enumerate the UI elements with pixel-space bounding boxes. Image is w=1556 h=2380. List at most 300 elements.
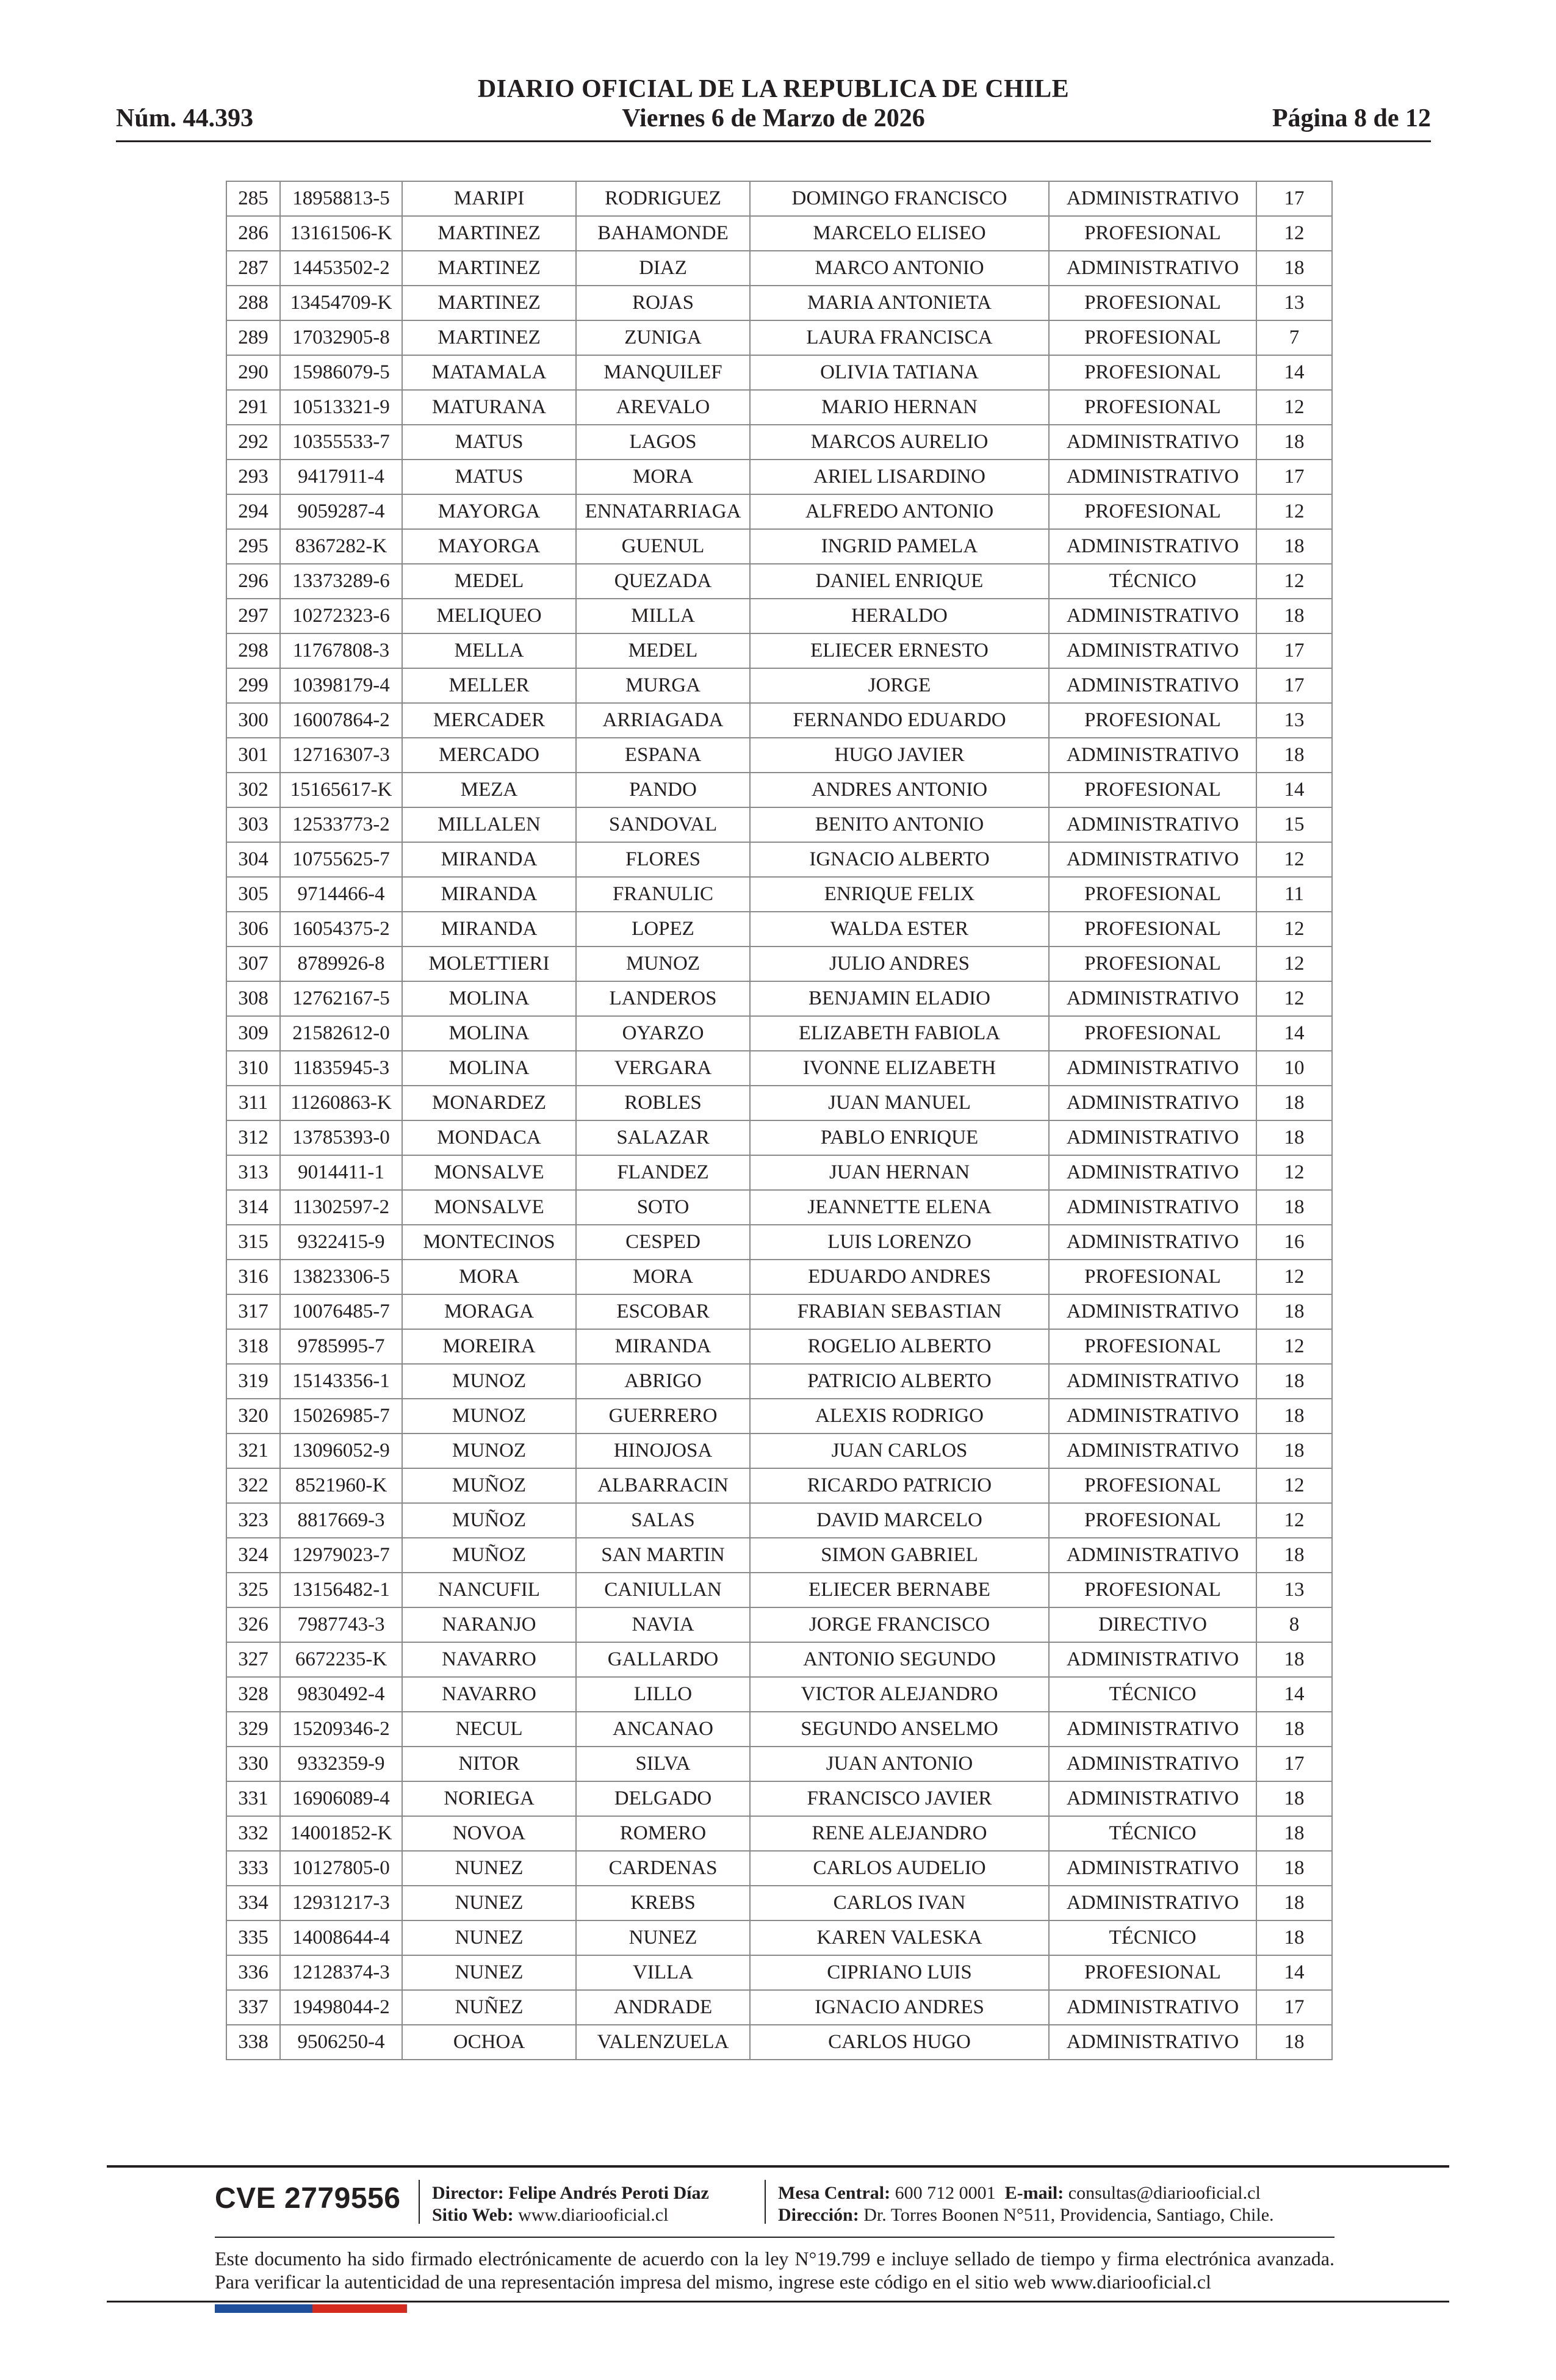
second-surname-cell: ENNATARRIAGA — [576, 494, 750, 529]
given-names-cell: JUAN MANUEL — [750, 1086, 1049, 1120]
given-names-cell: ENRIQUE FELIX — [750, 877, 1049, 912]
first-surname-cell: MONARDEZ — [402, 1086, 576, 1120]
table-row — [226, 1329, 1332, 1364]
second-surname-cell: NAVIA — [576, 1607, 750, 1642]
table-row — [226, 1086, 1332, 1120]
given-names-cell: OLIVIA TATIANA — [750, 355, 1049, 390]
rut-cell: 15026985-7 — [280, 1399, 402, 1433]
second-surname-cell: ESPANA — [576, 738, 750, 773]
first-surname-cell: MONSALVE — [402, 1190, 576, 1225]
category-cell: PROFESIONAL — [1049, 947, 1256, 981]
table-row — [226, 668, 1332, 703]
rut-cell: 10755625-7 — [280, 842, 402, 877]
category-cell: ADMINISTRATIVO — [1049, 1990, 1256, 2025]
row-number-cell: 327 — [226, 1642, 280, 1677]
table-row — [226, 912, 1332, 947]
rut-cell: 13156482-1 — [280, 1573, 402, 1607]
category-cell: ADMINISTRATIVO — [1049, 1433, 1256, 1468]
rut-cell: 13785393-0 — [280, 1120, 402, 1155]
email-label: E-mail: — [1004, 2183, 1064, 2203]
row-number-cell: 288 — [226, 286, 280, 320]
table-row — [226, 564, 1332, 599]
given-names-cell: KAREN VALESKA — [750, 1920, 1049, 1955]
first-surname-cell: NORIEGA — [402, 1781, 576, 1816]
rut-cell: 8789926-8 — [280, 947, 402, 981]
table-row — [226, 1294, 1332, 1329]
page-header — [116, 72, 1431, 139]
table-row — [226, 286, 1332, 320]
given-names-cell: ANDRES ANTONIO — [750, 773, 1049, 807]
category-cell: ADMINISTRATIVO — [1049, 842, 1256, 877]
second-surname-cell: CARDENAS — [576, 1851, 750, 1886]
given-names-cell: ARIEL LISARDINO — [750, 460, 1049, 494]
footer-separator — [765, 2180, 766, 2224]
grade-cell: 17 — [1256, 181, 1332, 216]
rut-cell: 10127805-0 — [280, 1851, 402, 1886]
row-number-cell: 335 — [226, 1920, 280, 1955]
director-block — [432, 2182, 709, 2226]
grade-cell: 18 — [1256, 1920, 1332, 1955]
given-names-cell: CARLOS HUGO — [750, 2025, 1049, 2060]
second-surname-cell: VALENZUELA — [576, 2025, 750, 2060]
second-surname-cell: GUENUL — [576, 529, 750, 564]
first-surname-cell: MUNOZ — [402, 1433, 576, 1468]
category-cell: PROFESIONAL — [1049, 877, 1256, 912]
row-number-cell: 334 — [226, 1886, 280, 1920]
first-surname-cell: MARTINEZ — [402, 320, 576, 355]
second-surname-cell: FLANDEZ — [576, 1155, 750, 1190]
grade-cell: 18 — [1256, 1816, 1332, 1851]
rut-cell: 13454709-K — [280, 286, 402, 320]
given-names-cell: MARCOS AURELIO — [750, 425, 1049, 460]
row-number-cell: 291 — [226, 390, 280, 425]
category-cell: PROFESIONAL — [1049, 216, 1256, 251]
second-surname-cell: HINOJOSA — [576, 1433, 750, 1468]
rut-cell: 15165617-K — [280, 773, 402, 807]
category-cell: PROFESIONAL — [1049, 355, 1256, 390]
rut-cell: 9830492-4 — [280, 1677, 402, 1712]
second-surname-cell: MIRANDA — [576, 1329, 750, 1364]
category-cell: TÉCNICO — [1049, 1816, 1256, 1851]
rut-cell: 8367282-K — [280, 529, 402, 564]
first-surname-cell: MOLINA — [402, 981, 576, 1016]
row-number-cell: 309 — [226, 1016, 280, 1051]
second-surname-cell: LAGOS — [576, 425, 750, 460]
given-names-cell: DANIEL ENRIQUE — [750, 564, 1049, 599]
grade-cell: 18 — [1256, 251, 1332, 286]
table-row — [226, 1712, 1332, 1747]
table-row — [226, 773, 1332, 807]
header-divider — [116, 140, 1431, 142]
issue-date: Viernes 6 de Marzo de 2026 — [622, 104, 925, 132]
table-row — [226, 877, 1332, 912]
first-surname-cell: MUNOZ — [402, 1364, 576, 1399]
first-surname-cell: MATUS — [402, 425, 576, 460]
row-number-cell: 333 — [226, 1851, 280, 1886]
rut-cell: 12979023-7 — [280, 1538, 402, 1573]
second-surname-cell: PANDO — [576, 773, 750, 807]
rut-cell: 11767808-3 — [280, 633, 402, 668]
table-row — [226, 1677, 1332, 1712]
grade-cell: 17 — [1256, 1990, 1332, 2025]
phone-number: 600 712 0001 — [895, 2183, 996, 2203]
email-link[interactable]: consultas@diariooficial.cl — [1068, 2183, 1261, 2203]
category-cell: PROFESIONAL — [1049, 1016, 1256, 1051]
row-number-cell: 296 — [226, 564, 280, 599]
row-number-cell: 304 — [226, 842, 280, 877]
given-names-cell: CARLOS IVAN — [750, 1886, 1049, 1920]
category-cell: ADMINISTRATIVO — [1049, 1781, 1256, 1816]
table-row — [226, 1433, 1332, 1468]
grade-cell: 12 — [1256, 947, 1332, 981]
rut-cell: 12128374-3 — [280, 1955, 402, 1990]
grade-cell: 18 — [1256, 529, 1332, 564]
first-surname-cell: MARIPI — [402, 181, 576, 216]
second-surname-cell: LANDEROS — [576, 981, 750, 1016]
grade-cell: 11 — [1256, 877, 1332, 912]
flag-stripe — [215, 2304, 407, 2313]
grade-cell: 17 — [1256, 460, 1332, 494]
rut-cell: 11835945-3 — [280, 1051, 402, 1086]
row-number-cell: 308 — [226, 981, 280, 1016]
second-surname-cell: MEDEL — [576, 633, 750, 668]
second-surname-cell: ROMERO — [576, 1816, 750, 1851]
grade-cell: 15 — [1256, 807, 1332, 842]
row-number-cell: 311 — [226, 1086, 280, 1120]
second-surname-cell: MANQUILEF — [576, 355, 750, 390]
page-indicator: Página 8 de 12 — [1272, 104, 1431, 132]
rut-cell: 14453502-2 — [280, 251, 402, 286]
first-surname-cell: MARTINEZ — [402, 286, 576, 320]
first-surname-cell: MAYORGA — [402, 494, 576, 529]
second-surname-cell: DIAZ — [576, 251, 750, 286]
given-names-cell: JUAN HERNAN — [750, 1155, 1049, 1190]
first-surname-cell: MUÑOZ — [402, 1468, 576, 1503]
row-number-cell: 287 — [226, 251, 280, 286]
footer-divider-bottom — [107, 2301, 1449, 2302]
first-surname-cell: MILLALEN — [402, 807, 576, 842]
rut-cell: 10398179-4 — [280, 668, 402, 703]
row-number-cell: 323 — [226, 1503, 280, 1538]
row-number-cell: 290 — [226, 355, 280, 390]
table-row — [226, 1468, 1332, 1503]
first-surname-cell: MUÑOZ — [402, 1538, 576, 1573]
rut-cell: 9322415-9 — [280, 1225, 402, 1260]
category-cell: PROFESIONAL — [1049, 286, 1256, 320]
second-surname-cell: ANCANAO — [576, 1712, 750, 1747]
second-surname-cell: GUERRERO — [576, 1399, 750, 1433]
table-row — [226, 1538, 1332, 1573]
table-row — [226, 633, 1332, 668]
category-cell: PROFESIONAL — [1049, 912, 1256, 947]
row-number-cell: 285 — [226, 181, 280, 216]
table-row — [226, 1016, 1332, 1051]
table-row — [226, 1920, 1332, 1955]
given-names-cell: ELIECER BERNABE — [750, 1573, 1049, 1607]
category-cell: PROFESIONAL — [1049, 1468, 1256, 1503]
category-cell: ADMINISTRATIVO — [1049, 738, 1256, 773]
given-names-cell: JORGE FRANCISCO — [750, 1607, 1049, 1642]
first-surname-cell: MOLINA — [402, 1051, 576, 1086]
row-number-cell: 332 — [226, 1816, 280, 1851]
rut-cell: 16054375-2 — [280, 912, 402, 947]
rut-cell: 12931217-3 — [280, 1886, 402, 1920]
given-names-cell: IGNACIO ANDRES — [750, 1990, 1049, 2025]
first-surname-cell: MOLETTIERI — [402, 947, 576, 981]
row-number-cell: 320 — [226, 1399, 280, 1433]
first-surname-cell: NECUL — [402, 1712, 576, 1747]
row-number-cell: 336 — [226, 1955, 280, 1990]
second-surname-cell: SALAS — [576, 1503, 750, 1538]
grade-cell: 18 — [1256, 1086, 1332, 1120]
grade-cell: 18 — [1256, 599, 1332, 633]
second-surname-cell: AREVALO — [576, 390, 750, 425]
site-link[interactable]: www.diariooficial.cl — [518, 2205, 669, 2225]
rut-cell: 15986079-5 — [280, 355, 402, 390]
table-row — [226, 216, 1332, 251]
given-names-cell: ANTONIO SEGUNDO — [750, 1642, 1049, 1677]
first-surname-cell: MEZA — [402, 773, 576, 807]
first-surname-cell: NAVARRO — [402, 1677, 576, 1712]
row-number-cell: 300 — [226, 703, 280, 738]
category-cell: DIRECTIVO — [1049, 1607, 1256, 1642]
first-surname-cell: MEDEL — [402, 564, 576, 599]
second-surname-cell: FRANULIC — [576, 877, 750, 912]
grade-cell: 18 — [1256, 1364, 1332, 1399]
rut-cell: 9785995-7 — [280, 1329, 402, 1364]
table-row — [226, 2025, 1332, 2060]
first-surname-cell: MATUS — [402, 460, 576, 494]
grade-cell: 14 — [1256, 773, 1332, 807]
row-number-cell: 301 — [226, 738, 280, 773]
table-row — [226, 181, 1332, 216]
second-surname-cell: QUEZADA — [576, 564, 750, 599]
given-names-cell: HERALDO — [750, 599, 1049, 633]
row-number-cell: 293 — [226, 460, 280, 494]
rut-cell: 9417911-4 — [280, 460, 402, 494]
first-surname-cell: MELLER — [402, 668, 576, 703]
category-cell: PROFESIONAL — [1049, 1573, 1256, 1607]
row-number-cell: 294 — [226, 494, 280, 529]
rut-cell: 10076485-7 — [280, 1294, 402, 1329]
first-surname-cell: MIRANDA — [402, 912, 576, 947]
grade-cell: 12 — [1256, 1155, 1332, 1190]
grade-cell: 18 — [1256, 2025, 1332, 2060]
second-surname-cell: SANDOVAL — [576, 807, 750, 842]
row-number-cell: 328 — [226, 1677, 280, 1712]
grade-cell: 18 — [1256, 1399, 1332, 1433]
given-names-cell: ALEXIS RODRIGO — [750, 1399, 1049, 1433]
table-row — [226, 1225, 1332, 1260]
category-cell: ADMINISTRATIVO — [1049, 807, 1256, 842]
given-names-cell: PATRICIO ALBERTO — [750, 1364, 1049, 1399]
row-number-cell: 317 — [226, 1294, 280, 1329]
row-number-cell: 314 — [226, 1190, 280, 1225]
given-names-cell: FRANCISCO JAVIER — [750, 1781, 1049, 1816]
category-cell: PROFESIONAL — [1049, 1329, 1256, 1364]
second-surname-cell: RODRIGUEZ — [576, 181, 750, 216]
table-row — [226, 1364, 1332, 1399]
given-names-cell: JUAN ANTONIO — [750, 1747, 1049, 1781]
category-cell: ADMINISTRATIVO — [1049, 668, 1256, 703]
category-cell: ADMINISTRATIVO — [1049, 251, 1256, 286]
grade-cell: 13 — [1256, 286, 1332, 320]
flag-stripe-red — [312, 2304, 407, 2313]
grade-cell: 18 — [1256, 425, 1332, 460]
given-names-cell: IGNACIO ALBERTO — [750, 842, 1049, 877]
director-label: Director: — [432, 2183, 504, 2203]
grade-cell: 12 — [1256, 390, 1332, 425]
grade-cell: 14 — [1256, 355, 1332, 390]
given-names-cell: DOMINGO FRANCISCO — [750, 181, 1049, 216]
rut-cell: 12533773-2 — [280, 807, 402, 842]
given-names-cell: CARLOS AUDELIO — [750, 1851, 1049, 1886]
second-surname-cell: MILLA — [576, 599, 750, 633]
row-number-cell: 306 — [226, 912, 280, 947]
given-names-cell: LAURA FRANCISCA — [750, 320, 1049, 355]
given-names-cell: HUGO JAVIER — [750, 738, 1049, 773]
rut-cell: 13373289-6 — [280, 564, 402, 599]
second-surname-cell: OYARZO — [576, 1016, 750, 1051]
rut-cell: 17032905-8 — [280, 320, 402, 355]
category-cell: ADMINISTRATIVO — [1049, 1399, 1256, 1433]
grade-cell: 17 — [1256, 633, 1332, 668]
given-names-cell: ALFREDO ANTONIO — [750, 494, 1049, 529]
second-surname-cell: KREBS — [576, 1886, 750, 1920]
row-number-cell: 329 — [226, 1712, 280, 1747]
category-cell: ADMINISTRATIVO — [1049, 1120, 1256, 1155]
table-row — [226, 1573, 1332, 1607]
row-number-cell: 316 — [226, 1260, 280, 1294]
second-surname-cell: SAN MARTIN — [576, 1538, 750, 1573]
second-surname-cell: BAHAMONDE — [576, 216, 750, 251]
table-row — [226, 1886, 1332, 1920]
row-number-cell: 298 — [226, 633, 280, 668]
second-surname-cell: SALAZAR — [576, 1120, 750, 1155]
grade-cell: 12 — [1256, 1468, 1332, 1503]
grade-cell: 18 — [1256, 1120, 1332, 1155]
category-cell: ADMINISTRATIVO — [1049, 1538, 1256, 1573]
director-name: Felipe Andrés Peroti Díaz — [508, 2183, 709, 2203]
second-surname-cell: CESPED — [576, 1225, 750, 1260]
table-row — [226, 1399, 1332, 1433]
grade-cell: 12 — [1256, 216, 1332, 251]
second-surname-cell: SOTO — [576, 1190, 750, 1225]
table-row — [226, 529, 1332, 564]
grade-cell: 17 — [1256, 1747, 1332, 1781]
category-cell: PROFESIONAL — [1049, 773, 1256, 807]
table-row — [226, 842, 1332, 877]
second-surname-cell: GALLARDO — [576, 1642, 750, 1677]
first-surname-cell: OCHOA — [402, 2025, 576, 2060]
cve-code: CVE 2779556 — [215, 2182, 401, 2215]
first-surname-cell: NITOR — [402, 1747, 576, 1781]
second-surname-cell: ROBLES — [576, 1086, 750, 1120]
row-number-cell: 337 — [226, 1990, 280, 2025]
table-row — [226, 1851, 1332, 1886]
grade-cell: 18 — [1256, 1433, 1332, 1468]
rut-cell: 9506250-4 — [280, 2025, 402, 2060]
rut-cell: 11260863-K — [280, 1086, 402, 1120]
first-surname-cell: MONTECINOS — [402, 1225, 576, 1260]
rut-cell: 13161506-K — [280, 216, 402, 251]
given-names-cell: MARCELO ELISEO — [750, 216, 1049, 251]
rut-cell: 7987743-3 — [280, 1607, 402, 1642]
category-cell: ADMINISTRATIVO — [1049, 529, 1256, 564]
row-number-cell: 302 — [226, 773, 280, 807]
rut-cell: 10272323-6 — [280, 599, 402, 633]
given-names-cell: VICTOR ALEJANDRO — [750, 1677, 1049, 1712]
grade-cell: 12 — [1256, 1503, 1332, 1538]
grade-cell: 16 — [1256, 1225, 1332, 1260]
phone-label: Mesa Central: — [778, 2183, 891, 2203]
first-surname-cell: MELIQUEO — [402, 599, 576, 633]
rut-cell: 8817669-3 — [280, 1503, 402, 1538]
grade-cell: 12 — [1256, 1329, 1332, 1364]
row-number-cell: 286 — [226, 216, 280, 251]
rut-cell: 16906089-4 — [280, 1781, 402, 1816]
first-surname-cell: MOLINA — [402, 1016, 576, 1051]
second-surname-cell: LILLO — [576, 1677, 750, 1712]
category-cell: ADMINISTRATIVO — [1049, 2025, 1256, 2060]
category-cell: ADMINISTRATIVO — [1049, 1886, 1256, 1920]
grade-cell: 8 — [1256, 1607, 1332, 1642]
signature-notice: Este documento ha sido firmado electrónicamente de acuerdo con la ley N°19.799 e incluye sellado de tiempo y firma electrónica avanzada. Para verificar la autenticidad de una representación impresa del mismo, ingrese este código en el sitio web www.diariooficial.cl — [215, 2248, 1334, 2293]
given-names-cell: MARCO ANTONIO — [750, 251, 1049, 286]
first-surname-cell: NUNEZ — [402, 1851, 576, 1886]
grade-cell: 18 — [1256, 1538, 1332, 1573]
grade-cell: 13 — [1256, 1573, 1332, 1607]
category-cell: PROFESIONAL — [1049, 320, 1256, 355]
given-names-cell: ROGELIO ALBERTO — [750, 1329, 1049, 1364]
grade-cell: 18 — [1256, 738, 1332, 773]
category-cell: PROFESIONAL — [1049, 1260, 1256, 1294]
given-names-cell: SIMON GABRIEL — [750, 1538, 1049, 1573]
row-number-cell: 315 — [226, 1225, 280, 1260]
first-surname-cell: MONDACA — [402, 1120, 576, 1155]
personnel-table-body — [226, 181, 1332, 2060]
table-row — [226, 320, 1332, 355]
table-row — [226, 1955, 1332, 1990]
first-surname-cell: MUNOZ — [402, 1399, 576, 1433]
address-label: Dirección: — [778, 2205, 859, 2225]
rut-cell: 9332359-9 — [280, 1747, 402, 1781]
row-number-cell: 324 — [226, 1538, 280, 1573]
table-row — [226, 1503, 1332, 1538]
second-surname-cell: ANDRADE — [576, 1990, 750, 2025]
given-names-cell: MARIA ANTONIETA — [750, 286, 1049, 320]
table-row — [226, 1120, 1332, 1155]
category-cell: ADMINISTRATIVO — [1049, 1225, 1256, 1260]
first-surname-cell: MORA — [402, 1260, 576, 1294]
given-names-cell: BENITO ANTONIO — [750, 807, 1049, 842]
grade-cell: 18 — [1256, 1712, 1332, 1747]
given-names-cell: JUAN CARLOS — [750, 1433, 1049, 1468]
given-names-cell: BENJAMIN ELADIO — [750, 981, 1049, 1016]
grade-cell: 18 — [1256, 1294, 1332, 1329]
category-cell: ADMINISTRATIVO — [1049, 181, 1256, 216]
row-number-cell: 313 — [226, 1155, 280, 1190]
first-surname-cell: NUÑEZ — [402, 1990, 576, 2025]
grade-cell: 17 — [1256, 668, 1332, 703]
first-surname-cell: MERCADER — [402, 703, 576, 738]
site-label: Sitio Web: — [432, 2205, 514, 2225]
grade-cell: 7 — [1256, 320, 1332, 355]
first-surname-cell: NUNEZ — [402, 1955, 576, 1990]
category-cell: PROFESIONAL — [1049, 390, 1256, 425]
row-number-cell: 292 — [226, 425, 280, 460]
grade-cell: 18 — [1256, 1781, 1332, 1816]
